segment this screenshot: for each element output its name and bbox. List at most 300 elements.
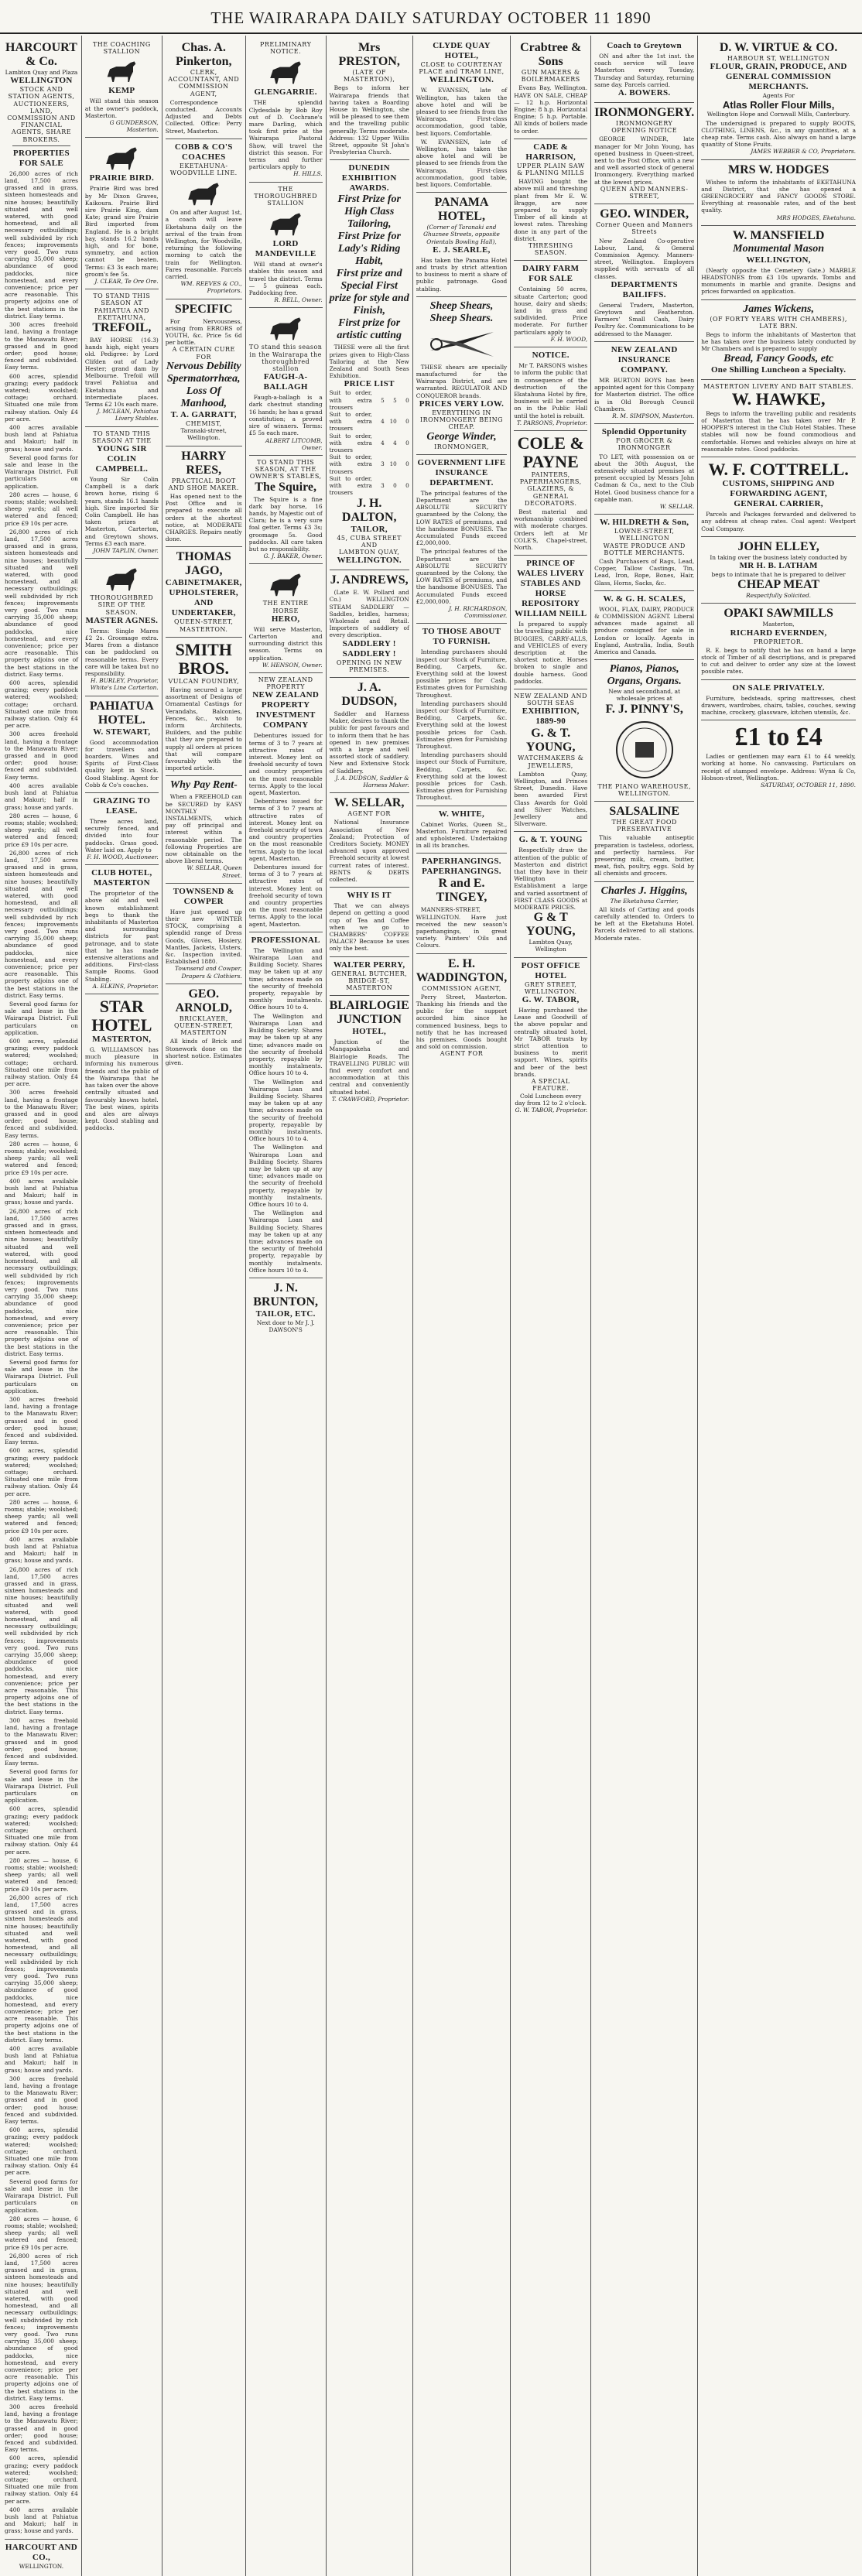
rent-title: Why Pay Rent-	[169, 779, 238, 792]
preston-sub: (LATE OF MASTERTON),	[343, 69, 395, 84]
salsaline-text: This valuable antiseptic preparation is tasteless, odorless, and perfectly harmless. For preserving milk, cream, butter, meat, fish, poultry, eggs. Sold by all chemists and grocers.	[594, 834, 695, 877]
sir-colin-sig: JOHN TAPLIN, Owner.	[93, 546, 159, 554]
column-6	[413, 36, 511, 2576]
horse-icon	[264, 209, 307, 237]
virtue-title: D. W. VIRTUE & CO.	[719, 41, 838, 54]
ad-furnish	[416, 624, 508, 806]
harcourt-footer: HARCOURT AND CO.,	[5, 2542, 78, 2562]
elley-name: MR H. B. LATHAM	[739, 560, 818, 570]
harcourt-para-6: 280 acres — house, 6 rooms; stable; woolshed; sheep yards; all well watered and fenced; price £9 10s per acre.	[5, 491, 78, 527]
brunton-sub: TAILOR, ETC.	[255, 1309, 316, 1319]
pianos-text: New and secondhand, at wholesale prices at	[608, 688, 681, 703]
dairy-title: DAIRY FARM FOR SALE	[522, 264, 580, 284]
cade-sub: UPPER PLAIN SAW & PLANING MILLS	[516, 162, 585, 177]
dudson-text: Saddler and Harness Maker, desires to thank the public for past favours and to inform them that he has opened in new premises with a large and well assorted stock of saddlery. New and Extensive Stock of Saddlery.	[329, 710, 409, 775]
perry-sub: GENERAL BUTCHER,	[331, 970, 408, 977]
ad-splendid	[594, 424, 694, 515]
horse-icon	[102, 57, 141, 84]
panama-prop: E. J. SEARLE,	[433, 245, 491, 255]
townsend-sig: Townsend and Cowper, Drapers & Clothiers.	[174, 965, 242, 980]
nzi-text: MR BURTON BOYS has been appointed agent for this Company for Masterton district. The office is in Old Borough Council Chambers.	[594, 376, 695, 412]
ad-lord-mandeville	[249, 183, 323, 309]
pianos-title: Pianos, Pianos,	[609, 663, 679, 676]
higgins-title: Charles J. Higgins,	[600, 884, 688, 897]
virtue-sub: HARBOUR ST, WELLINGTON	[727, 55, 830, 62]
ad-clyde-quay	[416, 38, 508, 193]
preston-text: Begs to inform her Wairarapa friends that having taken a Boarding House in Wellington, she will be pleased to see them and the travelling public generally. Terms moderate. Address: 132 Upper Willis Street, opposite St John's Presbyterian Church.	[329, 84, 409, 156]
professional-text-5: The Wellington and Wairarapa Loan and Building Society. Shares may be taken up at any time; advances made on the security of freehold property, repayable by monthly instalments. Office hours 10 to 4.	[248, 1209, 323, 1274]
harcourt-para-6b: 280 acres — house, 6 rooms; stable; woolshed; sheep yards; all well watered and fenced; price £9 10s per acre.	[5, 812, 78, 848]
jago-title: THOMAS JAGO,	[176, 550, 231, 578]
dalton-city: WELLINGTON.	[337, 556, 402, 566]
column-2	[82, 36, 162, 2576]
ad-kemp	[85, 38, 159, 138]
ad-ironmongery	[594, 103, 694, 204]
townsend-title: TOWNSEND & COWPER	[173, 886, 234, 906]
pinkerton-text: Correspondence conducted. Accounts Adjusted and Debts Collected. Office: Perry Street, Masterton.	[165, 98, 242, 135]
waddington-sig: AGENT FOR	[440, 1050, 484, 1058]
ad-virtue	[701, 38, 856, 160]
hodges-sig: MRS HODGES, Eketahuna.	[776, 214, 856, 221]
ad-young-2	[514, 832, 587, 957]
harcourt-props-heading: PROPERTIES FOR SALE	[12, 148, 70, 168]
harcourt-para-3: 600 acres, splendid grazing; every paddock watered; woolshed; cottage; orchard. Situated one mile from railway station. Only £4 per acre.	[5, 372, 78, 422]
sellar-text: National Insurance Association of New Zealand; Protection of Creditors Society. MONEY advanced upon approved Freehold security at lowest current rates of interest. RENTS & DEBTS collected.	[329, 819, 409, 883]
scales-text: WOOL, FLAX, DAIRY, PRODUCE & COMMISSION AGENT. Liberal advances made against all produce consigned for sale in London or locally. Agents in England, Australia, India, South America and Canada.	[594, 605, 695, 655]
ad-pahiatua-hotel	[85, 696, 159, 793]
harry-rees-sub: PRACTICAL BOOT AND SHOE MAKER.	[168, 477, 239, 491]
perry-title: WALTER PERRY,	[333, 960, 405, 970]
harcourt-para-4b: 400 acres available bush land at Pahiatua and Makuri; half in grass; house and yards.	[5, 782, 78, 811]
ad-master-agnes	[85, 559, 159, 696]
hero-text: Will serve Masterton, Carterton and surrounding district this season. Terms on application.	[248, 625, 323, 662]
clyde-text: W. EVANSEN, late of Wellington, has taken the above hotel and will be pleased to see friends from the Wairarapa. First-class accommodation, good table, best liquors. Comfortable.	[416, 87, 508, 137]
winder-text: New Zealand Co-operative Labour, Land, & General Commission Agency. Manners-street, Wellington. Employers supplied with servants of all classes.	[594, 237, 695, 280]
masthead	[0, 0, 862, 34]
elley-text: In taking over the business lately conducted by	[710, 553, 847, 561]
harcourt-trade: STOCK AND STATION AGENTS, AUCTIONEERS,	[8, 86, 75, 108]
ad-on-sale	[701, 680, 856, 721]
feature-sig: G. W. TABOR, Proprietor.	[515, 1106, 588, 1114]
blairlogie-title: BLAIRLOGIE JUNCTION	[329, 999, 409, 1027]
prairie-bird-text: Prairie Bird was bred by Mr Dixon Graves, Kaikoura. Prairie Bird sire Prairie King, dam Kate; grand sire Prairie Bird imported from England. He is a bright bay, stands 16.2 hands high, and for bone, symmetry, and action cannot be beaten. Terms: £3 3s each mare; groom's fee 5s.	[84, 185, 159, 278]
ad-cole-payne	[514, 431, 587, 556]
club-hotel-title: CLUB HOTEL, MASTERTON	[91, 868, 152, 888]
dunedin-title: DUNEDIN EXHIBITION	[341, 163, 397, 183]
ad-harcourt	[5, 38, 78, 2540]
andrews-text: (Late E. W. Pollard and Co.) WELLINGTON STEAM SADDLERY — Saddles, bridles, harness; Wholesale and Retail. Importers of saddlery of every description.	[329, 589, 409, 639]
cole-title: COLE &	[517, 433, 584, 453]
clyde-city: WELLINGTON.	[429, 75, 494, 85]
furnish-title: TO THOSE ABOUT TO FURNISH.	[422, 627, 501, 647]
exhibition-sub: EXHIBITION, 1889-90	[522, 706, 580, 727]
ad-walter-perry	[330, 957, 409, 997]
ad-andrews	[330, 570, 409, 678]
jago-line-3: AND UNDERTAKER,	[171, 598, 236, 618]
wickens-line-1: Bread, Fancy Goods, etc	[723, 352, 834, 364]
professional-title: PROFESSIONAL	[251, 935, 320, 945]
ad-waddington	[416, 954, 508, 1062]
cade-sig: THRESHING SEASON.	[528, 242, 573, 257]
harcourt-para-2d: 300 acres freehold land, having a frontage to the Manawatu River; grassed and in good order; good house; fenced and subdivided. Easy terms.	[5, 1395, 78, 1446]
perry-addr: BRIDGE-ST, MASTERTON	[346, 977, 393, 992]
master-agnes-heading: THOROUGHBRED SIRE OF THE SEASON.	[90, 594, 154, 616]
ad-professional	[249, 932, 323, 1278]
webber-sig: JAMES WEBBER & CO, Proprietors.	[751, 148, 856, 156]
shears-price: PRICES VERY LOW.	[419, 399, 505, 409]
pohotel-prop: G. W. TABOR,	[522, 995, 580, 1005]
hero-name: HERO,	[271, 614, 300, 624]
dalton-sub: TAILOR,	[351, 524, 388, 534]
paper-title-2: PAPERHANGINGS.	[422, 867, 501, 877]
coach-text: ON and after the 1st inst. the coach service will leave Masterton every Tuesday, Thursday and Saturday, returning same day. Parcels carried.	[594, 53, 695, 88]
price-row: Suit to order, with extra trousers 4 10 0	[329, 411, 409, 433]
preston-title: Mrs PRESTON,	[338, 41, 400, 68]
ad-dunedin-awards	[330, 160, 409, 570]
arnold-text: All kinds of Brick and Stonework done on the shortest notice. Estimates given.	[165, 1038, 242, 1067]
specific-line: A CERTAIN CURE FOR	[172, 346, 235, 361]
white-title: W. WHITE,	[438, 809, 485, 819]
horse-icon	[182, 179, 225, 207]
harcourt-para-2f: 300 acres freehold land, having a frontage to the Manawatu River; grassed and in good order; good house; fenced and subdivided. Easy terms.	[5, 2075, 78, 2126]
cottrell-sub-2: GENERAL CARRIER,	[734, 499, 823, 509]
nzp-text-3: Debentures issued for terms of 3 to 7 years at attractive rates of interest. Money lent on freehold security of town and country properties on the most reasonable terms. Apply to the local agent, Masterton.	[248, 864, 323, 928]
splendid-sub: FOR GROCER & IRONMONGER	[616, 437, 673, 452]
winder-sub-2: DEPARTMENTS	[611, 279, 678, 289]
pohotel-text: Having purchased the Lease and Goodwill of the above popular and centrally situated hotel, Mr TABOR trusts by strict attention to business to merit support. Wines, spirits and beer of the best brands.	[514, 1007, 588, 1078]
ad-hawke	[701, 380, 856, 457]
ad-pinkerton	[166, 38, 242, 139]
ad-specific	[166, 299, 242, 446]
hero-heading: THE ENTIRE HORSE	[262, 600, 309, 614]
townsend-text: Have just opened up their new WINTER STOCK, comprising a splendid range of Dress Goods, Gloves, Hosiery, Mantles, Jackets, Ulsters, &c. Inspection invited. Established 1880.	[165, 908, 242, 966]
harcourt-para-1d: 26,800 acres of rich land, 17,500 acres grassed and in grass, sixteen homesteads and nine houses; beautifully situated and well watered, with good homestead, and all necessary outbuildings; well subdivided by rich fences; improvements very good. Two runs carrying 35,000 sheep; abundance of good paddocks, nice homestead, and every convenience; price per acre reasonable. This property adjoins one of the best stations in the district. Easy terms.	[5, 1207, 78, 1357]
virtue-text: FLOUR, GRAIN, PRODUCE, AND GENERAL COMMISSION MERCHANTS.	[710, 62, 847, 92]
waddington-sub: COMMISSION AGENT,	[422, 984, 501, 992]
dudson-sig: J. A. DUDSON, Saddler & Harness Maker.	[335, 774, 409, 789]
ad-why-pay-rent	[166, 776, 242, 883]
ad-harry-rees	[166, 446, 242, 548]
shears-icon	[427, 327, 497, 361]
hildreth-title: W. HILDRETH & Son,	[600, 518, 689, 528]
harcourt-para-1b: 26,800 acres of rich land, 17,500 acres grassed and in grass, sixteen homesteads and nine houses; beautifully situated and well watered, with good homestead, and all necessary outbuildings; well subdivided by rich fences; improvements very good. Two runs carrying 35,000 sheep; abundance of good paddocks, nice homestead, and every convenience; price per acre reasonable. This property adjoins one of the best stations in the district. Easy terms.	[5, 528, 78, 678]
ad-dairy-farm	[514, 261, 587, 347]
cade-title: CADE & HARRISON,	[525, 142, 576, 162]
harcourt-para-6f: 280 acres — house, 6 rooms; stable; woolshed; sheep yards; all well watered and fenced; price £9 10s per acre.	[5, 2215, 78, 2251]
price-row: Suit to order, with extra trousers 5 5 0	[329, 389, 409, 411]
jago-line-1: CABINETMAKER,	[165, 578, 242, 588]
wickens-line-2: One Shilling Luncheon a Specialty.	[710, 364, 847, 375]
ad-mrs-hodges	[701, 160, 856, 226]
mandeville-sig: R. BELL, Owner.	[274, 296, 323, 304]
waddington-text: Perry Street, Masterton. Thanking his friends and the public for the support accorded him since he commenced business, begs to notify that he has increased his premises. Goods bought and sold on commission.	[416, 993, 508, 1051]
specific-item-3: Loss Of Manhood,	[180, 385, 227, 409]
ad-mansfield	[701, 226, 856, 300]
earn-big: £1 to £4	[734, 723, 823, 752]
horse-icon	[264, 313, 307, 341]
waddington-title: E. H. WADDINGTON,	[416, 956, 508, 984]
ad-prairie-bird	[85, 138, 159, 289]
ad-salsaline	[594, 802, 694, 882]
mansfield-text: (Nearly opposite the Cemetery Gate.) MARBLE HEADSTONES from £3 10s upwards. Tombs and monuments in marble and granite. Designs and prices forwarded on application.	[701, 266, 856, 296]
column-5	[327, 36, 413, 2576]
virtue-line: Atlas Roller Flour Mills,	[722, 99, 835, 111]
seal-icon	[614, 719, 676, 781]
why-title: WHY IS IT	[347, 891, 392, 901]
crabtree-sub: GUN MAKERS & BOILERMAKERS	[521, 69, 580, 84]
star-hotel-text: G. WILLIAMSON has much pleasure in informing his numerous friends and the public of the Wairarapa that he has taken over the above centrally situated and favourably known hotel. The best wines, spirits and ales are always kept. Good stabling and paddocks.	[84, 1046, 159, 1132]
nzp-heading: NEW ZEALAND PROPERTY	[258, 676, 313, 691]
panama-sub: (Corner of Taranaki and Ghuznee Streets, opposite Orientals Bowling Hall),	[423, 224, 500, 245]
ad-smith-bros	[166, 638, 242, 777]
iron-sub: IRONMONGERY	[616, 120, 673, 128]
splendid-sig: W. SELLAR.	[659, 502, 695, 510]
specific-text: For Nervousness, arising from ERRORS of YOUTH, &c. Price 5s 6d per bottle.	[165, 317, 242, 347]
ad-notice-parsons	[514, 347, 587, 431]
ad-paperhangings	[416, 854, 508, 953]
hildreth-sub: LOWNE-STREET, WELLINGTON	[614, 528, 675, 542]
crabtree-text: Evans Bay, Wellington. HAVE ON SALE, CHEAP — 12 h.p. Horizontal Engine; 8 h.p. Horizontal Engine; 5 h.p. Portable. All kinds of boilers made to order.	[514, 84, 588, 135]
cobb-text: On and after August 1st, a coach will leave Eketahuna daily on the arrival of the train from Wellington, for Woodville, returning the following morning to catch the train for Wellington. Fares reasonable. Parcels carried.	[165, 209, 242, 281]
column-8	[591, 36, 698, 2576]
harcourt-para-5b: Several good farms for sale and lease in the Wairarapa District. Full particulars on application.	[5, 1000, 78, 1036]
horse-icon	[264, 570, 307, 597]
payne-title: PAYNE	[522, 451, 579, 471]
notice-title: NOTICE.	[532, 351, 570, 361]
hawke-text: Begs to inform the travelling public and residents of Masterton that he has taken over Mr P. HOOPER'S interest in the Club Hotel Stables. These stables will now be found commodious and comfortable. Horses and vehicles always on hire at reasonable rates. Good paddocks.	[701, 409, 856, 453]
harcourt-para-3f: 600 acres, splendid grazing; every paddock watered; woolshed; cottage; orchard. Situated one mile from railway station. Only £4 per acre.	[5, 2126, 78, 2177]
harcourt-para-5d: Several good farms for sale and lease in the Wairarapa District. Full particulars on application.	[5, 1768, 78, 1805]
andrews-line-1: SADDLERY ! SADDLERY !	[342, 638, 396, 659]
trefoil-sig: J. MCLEAN, Pahiatua Livery Stables.	[97, 408, 159, 422]
pohotel-sub: GREY STREET, WELLINGTON.	[524, 980, 577, 995]
pinkerton-title: Chas. A. Pinkerton,	[176, 41, 232, 68]
harcourt-para-4d: 400 acres available bush land at Pahiatua and Makuri; half in grass; house and yards.	[5, 1535, 78, 1565]
young2-text: Respectfully draw the attention of the public of Masterton and district that they have in their Wellington Establishment a large and varied assortment of FIRST CLASS GOODS at MODERATE PRICES.	[514, 847, 588, 912]
hero-sig: W. HENSON, Owner.	[262, 661, 323, 669]
prairie-bird-title: PRAIRIE BIRD.	[89, 173, 155, 183]
pianos-sub: Organs, Organs.	[607, 676, 682, 688]
ad-crabtree	[514, 38, 587, 139]
ad-post-office-hotel	[514, 958, 587, 1117]
ad-sheep-shears	[416, 297, 508, 455]
harcourt-para-6c: 280 acres — house, 6 rooms; stable; woolshed; sheep yards; all well watered and fenced; price £9 10s per acre.	[5, 1140, 78, 1176]
young3-addr: Lambton Quay, Wellington	[528, 939, 573, 953]
govt-life-text: The principal features of the Department are the ABSOLUTE SECURITY guaranteed by the Colony, the LOW RATES of premiums, and the handsome BONUSES. The Accumulated Funds exceed £2,000,000.	[416, 489, 508, 547]
specific-title: SPECIFIC	[174, 302, 233, 316]
ad-glengarrie	[249, 38, 323, 183]
jago-line-2: UPHOLSTERER,	[169, 588, 238, 598]
andrews-title: J. ANDREWS,	[330, 573, 409, 587]
arnold-sub: BRICKLAYER,	[179, 1014, 228, 1022]
harcourt-para-1: 26,800 acres of rich land, 17,500 acres grassed and in grass, sixteen homesteads and nine houses; beautifully situated and well watered, with good homestead, and all necessary outbuildings; well subdivided by rich fences; improvements very good. Two runs carrying 35,000 sheep; abundance of good paddocks, nice homestead, and every convenience; price per acre reasonable. This property adjoins one of the best stations in the district. Easy terms.	[5, 169, 78, 320]
harcourt-footer-city: WELLINGTON.	[19, 2562, 64, 2570]
govt-life-sig: J. H. RICHARDSON, Commissioner.	[449, 604, 508, 620]
pow-prop: WILLIAM NEILL	[514, 609, 587, 619]
elley-line-1: CHEAP MEAT	[737, 578, 820, 592]
cottrell-sub: CUSTOMS, SHIPPING AND FORWARDING AGENT,	[722, 479, 835, 499]
ad-club-hotel	[85, 865, 159, 994]
harry-rees-text: Has opened next to the Post Office and is prepared to execute all orders at the shortest notice, at MODERATE CHARGES. Repairs neatly done.	[165, 492, 242, 543]
shears-title-2: Sheep Shears.	[429, 312, 494, 324]
column-9	[698, 36, 859, 2576]
young2-title: G. & T. YOUNG	[518, 835, 583, 845]
earn-sig: SATURDAY, OCTOBER 11, 1890.	[760, 781, 856, 789]
sir-colin-heading: TO STAND THIS SEASON AT THE	[92, 429, 152, 444]
harcourt-para-2g: 300 acres freehold land, having a frontage to the Manawatu River; grassed and in good order; good house; fenced and subdivided. Easy terms.	[5, 2403, 78, 2454]
harcourt-para-1g: 26,800 acres of rich land, 17,500 acres grassed and in grass, sixteen homesteads and nine houses; beautifully situated and well watered, with good homestead, and all necessary outbuildings; well subdivided by rich fences; improvements very good. Two runs carrying 35,000 sheep; abundance of good paddocks, nice homestead, and every convenience; price per acre reasonable. This property adjoins one of the best stations in the district. Easy terms.	[5, 2252, 78, 2402]
wickens-text: Begs to inform the inhabitants of Masterton that he has taken over the business lately conducted by Mr Chambers and is prepared to supply	[701, 331, 856, 353]
prairie-bird-sig: J. CLEAR, Te Ore Ore.	[94, 278, 159, 286]
brunton-title: J. N. BRUNTON,	[253, 1281, 319, 1309]
winder-sub: Corner Queen and Manners Streets	[595, 221, 693, 236]
professional-text-4: The Wellington and Wairarapa Loan and Building Society. Shares may be taken up at any time; advances made on the security of freehold property, repayable by monthly instalments. Office hours 10 to 4.	[248, 1144, 323, 1208]
mandeville-name: LORD MANDEVILLE	[255, 239, 316, 259]
nzp-name: NEW ZEALAND PROPERTY INVESTMENT COMPANY	[252, 690, 320, 730]
kemp-text: Will stand this season at the owner's paddock, Masterton.	[84, 97, 159, 119]
price-row: Suit to order, with extra trousers 4 4 0	[329, 432, 409, 454]
harcourt-para-4: 400 acres available bush land at Pahiatua and Makuri; half in grass; house and yards.	[5, 423, 78, 453]
harcourt-para-5c: Several good farms for sale and lease in the Wairarapa District. Full particulars on application.	[5, 1358, 78, 1394]
clyde-title: CLYDE QUAY HOTEL,	[433, 41, 491, 60]
harcourt-para-4e: 400 acres available bush land at Pahiatua and Makuri; half in grass; house and yards.	[5, 2045, 78, 2074]
cole-text: Best material and workmanship combined with moderate charges. Orders left at Mr COLE'S, Chapel-street, North.	[514, 508, 588, 551]
ad-cottrell	[701, 457, 856, 537]
splendid-title: Splendid Opportunity	[601, 427, 687, 437]
onsale-text: Furniture, bedsteads, spring mattresses, chest drawers, wardrobes, chairs, tables, couches, sewing machine, crockery, glassware, kitchen utensils, &c.	[701, 694, 856, 716]
young-name: G. & T. YOUNG,	[525, 727, 576, 754]
furnish-text: Intending purchasers should inspect our Stock of Furniture, Bedding, Carpets, &c. Everything sold at the lowest possible prices for Cash. Estimates given for Furnishing Throughout.	[416, 648, 508, 699]
ad-nz-insurance	[594, 342, 694, 424]
pahiatua-hotel-title: PAHIATUA HOTEL.	[89, 699, 154, 727]
crabtree-title: Crabtree & Sons	[520, 41, 582, 68]
iron-sig: QUEEN AND MANNERS-STREET,	[600, 185, 689, 200]
virtue-sub-2: Agents For	[762, 92, 795, 100]
hodges-title: MRS W. HODGES	[727, 162, 830, 176]
cottrell-text: Parcels and Packages forwarded and delivered to any address at cheap rates. Coal agent: Westport Coal Company.	[701, 511, 856, 532]
dalton-addr-2: AND	[361, 541, 378, 549]
harcourt-para-1f: 26,800 acres of rich land, 17,500 acres grassed and in grass, sixteen homesteads and nine houses; beautifully situated and well watered, with good homestead, and all necessary outbuildings; well subdivided by rich fences; improvements very good. Two runs carrying 35,000 sheep; abundance of good paddocks, nice homestead, and every convenience; price per acre reasonable. This property adjoins one of the best stations in the district. Easy terms.	[5, 1894, 78, 2044]
exhibition-title: NEW ZEALAND AND SOUTH SEAS	[514, 692, 587, 707]
ad-govt-life	[416, 455, 508, 624]
column-7	[511, 36, 591, 2576]
kemp-sig: G GUNDERSON, Masterton.	[109, 119, 159, 134]
squire-name: The Squire,	[255, 480, 317, 494]
star-hotel-place: MASTERTON,	[92, 1035, 152, 1045]
shears-text: THESE shears are specially manufactured for the Wairarapa District, and are warranted. REGULATOR AND CONQUEROR brands.	[416, 363, 508, 399]
ad-mrs-preston	[330, 38, 409, 160]
dalton-addr-3: LAMBTON QUAY,	[338, 548, 400, 556]
sir-colin-text: Young Sir Colin Campbell is a dark brown horse, rising 6 years, stands 16.1 hands high. Sire imported Sir Colin Campbell. He has taken prizes at Masterton, Carterton, and Greytown shows. Terms £3 each mare.	[84, 475, 159, 547]
pohotel-title: POST OFFICE HOTEL	[521, 960, 580, 980]
award-line-5: First prize and Special First	[336, 268, 402, 292]
professional-text-2: The Wellington and Wairarapa Loan and Building Society. Shares may be taken up at any time; advances made on the security of freehold property, repayable by monthly instalments. Office hours 10 to 4.	[248, 1012, 323, 1077]
harcourt-para-3e: 600 acres, splendid grazing; every paddock watered; woolshed; cottage; orchard. Situated one mile from railway station. Only £4 per acre.	[5, 1805, 78, 1856]
harcourt-city: WELLINGTON	[10, 76, 73, 86]
feature-title: A SPECIAL FEATURE.	[531, 1078, 570, 1093]
harcourt-para-6d: 280 acres — house, 6 rooms; stable; woolshed; sheep yards; all well watered and fenced; price £9 10s per acre.	[5, 1498, 78, 1534]
ad-sellar	[330, 793, 409, 888]
harcourt-para-1c: 26,800 acres of rich land, 17,500 acres grassed and in grass, sixteen homesteads and nine houses; beautifully situated and well watered, with good homestead, and all necessary outbuildings; well subdivided by rich fences; improvements very good. Two runs carrying 35,000 sheep; abundance of good paddocks, nice homestead, and every convenience; price per acre reasonable. This property adjoins one of the best stations in the district. Easy terms.	[5, 849, 78, 999]
blairlogie-text: Junction of the Mangapakeha and Blairlogie Roads. The TRAVELLING PUBLIC will find every comfort and accommodation at this central and conveniently situated hotel.	[329, 1038, 409, 1096]
trefoil-name: TREFOIL,	[92, 321, 152, 335]
elley-line-2: Respectfully Solicited.	[746, 592, 812, 600]
harcourt-address: Lambton Quay and Plaza	[5, 69, 78, 76]
winder-text-2: General Traders, Masterton, Greytown and Featherston. Farmers' Small Cash, Dairy Poultry &c. Communications to be addressed to the Manager.	[594, 301, 695, 337]
column-3	[162, 36, 246, 2576]
club-hotel-text: The proprietor of the above old and well known establishment begs to thank the inhabitants of Masterton and surrounding districts for past patronage, and to state that he has made extensive alterations and additions. First-class Sample Rooms. Good Stabling.	[84, 890, 159, 983]
pinny-text: THE PIANO WAREHOUSE, WELLINGTON.	[597, 782, 692, 797]
ad-grazing	[85, 793, 159, 865]
rent-text: When a FREEHOLD can be SECURED by EASY MONTHLY INSTALMENTS, which pay off principal and interest within a reasonable period. The following Properties are now obtainable on the above liberal terms.	[165, 793, 242, 865]
feature-text: Cold Luncheon every day from 12 to 2 o'clock.	[515, 1092, 587, 1107]
winder-line: BAILIFFS.	[622, 289, 666, 299]
opaki-title: OPAKI SAWMILLS	[723, 607, 833, 621]
salsaline-title: SALSALINE	[609, 805, 680, 818]
wickens-sub: (OF FORTY YEARS WITH CHAMBERS), LATE BRN.	[710, 315, 847, 330]
why-text: That we can always depend on getting a good cup of Tea and Coffee when we go to CHAMBERS' COFFEE PALACE? Because he uses only the best.	[329, 902, 409, 953]
ad-hildreth	[594, 515, 694, 591]
hodges-text: Wishes to inform the inhabitants of EKETAHUNA and District, that she has opened a GREENGROCERY and FANCY GOODS STORE. Everything at reasonable rates, and of the best quality.	[701, 178, 856, 214]
grazing-sig: F. H. WOOD, Auctioneer.	[87, 854, 159, 861]
earn-text: Ladies or gentlemen may earn £1 to £4 weekly, working at home. No canvassing. Particulars on receipt of stamped envelope. Address: Wynn & Co, Hobson-street, Wellington.	[701, 753, 856, 782]
horse-icon	[100, 564, 143, 592]
splendid-text: TO LET, with possession on or about the 30th August, the extensively situated premises at present occupied by Messrs John Cadman & Co., next to the Club Hotel. Good business chance for a capable man.	[594, 453, 695, 503]
dunedin-text: THESE were all the first prizes given to High-Class Tailoring at the New Zealand and South Seas Exhibition.	[329, 344, 409, 380]
ad-blairlogie	[330, 996, 409, 1107]
coach-title: Coach to Greytown	[607, 41, 682, 50]
harcourt-para-2: 300 acres freehold land, having a frontage to the Manawatu River; grassed and in good order; good house; fenced and subdivided. Easy terms.	[5, 321, 78, 371]
smith-bros-sub: VULCAN FOUNDRY,	[168, 677, 240, 685]
nzp-text: Debentures issued for terms of 3 to 7 years at attractive rates of interest. Money lent on freehold security of town and country properties on the most reasonable terms. Apply to the local agent, Masterton.	[248, 732, 323, 796]
higgins-sub: The Eketahuna Carrier,	[610, 897, 679, 905]
iron-sub-2: OPENING NOTICE	[611, 127, 678, 135]
white-text: Cabinet Works, Queen St., Masterton. Furniture repaired and upholstered. Undertaking in all its branches.	[416, 820, 508, 850]
ad-cade-harrison	[514, 139, 587, 262]
ad-star-hotel	[85, 994, 159, 1135]
ad-why-is-it	[330, 888, 409, 956]
cottrell-title: W. F. COTTRELL.	[708, 460, 849, 480]
ad-cobb-co	[166, 139, 242, 299]
dairy-sig: F. H. WOOD,	[550, 335, 588, 343]
arnold-title: GEO. ARNOLD,	[175, 987, 232, 1014]
harcourt-para-1e: 26,800 acres of rich land, 17,500 acres grassed and in grass, sixteen homesteads and nine houses; beautifully situated and well watered, with good homestead, and all necessary outbuildings; well subdivided by rich fences; improvements very good. Two runs carrying 35,000 sheep; abundance of good paddocks, nice homestead, and every convenience; price per acre reasonable. This property adjoins one of the best stations in the district. Easy terms.	[5, 1565, 78, 1716]
ad-higgins	[594, 882, 694, 946]
ad-nz-property	[249, 673, 323, 932]
harcourt-para-5e: Several good farms for sale and lease in the Wairarapa District. Full particulars on application.	[5, 2177, 78, 2214]
harry-rees-title: HARRY REES,	[181, 449, 227, 477]
cobb-sub: EKETAHUNA-WOODVILLE LINE.	[169, 162, 238, 177]
specific-item-2: Spermatorrhœa,	[166, 372, 241, 385]
harcourt-para-3d: 600 acres, splendid grazing; every paddock watered; woolshed; cottage; orchard. Situated one mile from railway station. Only £4 per acre.	[5, 1447, 78, 1497]
pinkerton-sub: CLERK, ACCOUNTANT, AND COMMISSION AGENT,	[168, 69, 240, 97]
pricelist-title: PRICE LIST	[344, 379, 395, 389]
mansfield-title: W. MANSFIELD	[732, 228, 825, 242]
shears-line: EVERYTHING IN IRONMONGERY BEING CHEAP.	[419, 409, 504, 431]
glengarrie-heading: PRELIMINARY NOTICE.	[259, 41, 312, 56]
shears-sub: IRONMONGER,	[434, 443, 489, 450]
harcourt-para-4f: 400 acres available bush land at Pahiatua and Makuri; half in grass; house and yards.	[5, 2506, 78, 2535]
price-row: Suit to order, with extra trousers 3 0 0	[329, 474, 409, 497]
faugh-sig: ALBERT LITCOMB, Owner.	[265, 436, 323, 451]
young-text: Lambton Quay, Wellington, and Princes Street, Dunedin. Have been awarded First Class Awards for Gold and Silver Watches, Jewellery and Silverware.	[514, 770, 588, 828]
cade-text: HAVING bought the above mill and threshing plant from Mr E. W. Bragge, are now prepared to supply Timber of all kinds at lowest rates. Threshing done in any part of the district.	[514, 178, 588, 242]
blairlogie-sub: HOTEL,	[352, 1027, 387, 1037]
ad-trefoil	[85, 289, 159, 426]
mandeville-heading: THE THOROUGHBRED STALLION	[254, 185, 318, 207]
opaki-sub-2: PROPRIETOR.	[753, 638, 804, 645]
ad-earn	[701, 720, 856, 792]
